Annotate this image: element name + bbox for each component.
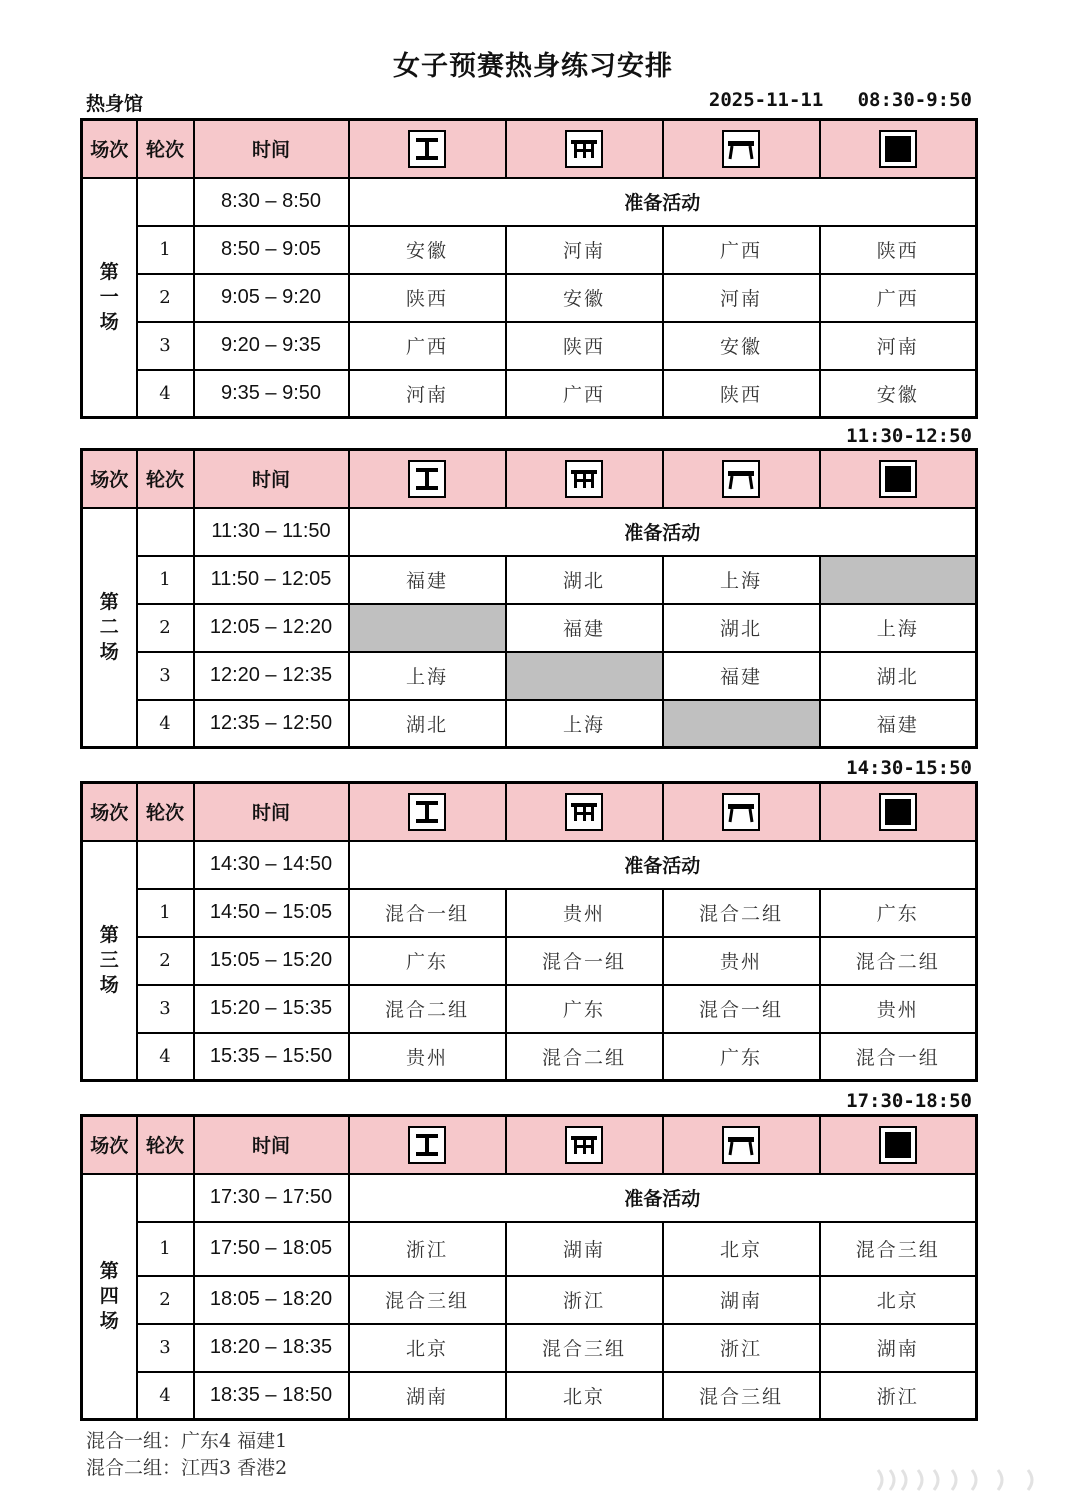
time-header: 时间 [194, 1116, 349, 1174]
round-cell [137, 1174, 194, 1222]
session-label-char: 场 [99, 640, 119, 663]
apparatus-header [349, 1116, 506, 1174]
team-cell: 混合二组 [663, 889, 820, 937]
session-label-char: 四 [99, 1284, 119, 1307]
table-row [82, 370, 977, 418]
table-row [82, 1033, 977, 1081]
team-cell: 湖南 [820, 1324, 977, 1372]
round-cell: 1 [137, 889, 194, 937]
session-header: 场次 [82, 1116, 137, 1174]
apparatus-header [506, 450, 663, 508]
team-cell: 北京 [349, 1324, 506, 1372]
round-cell: 1 [137, 556, 194, 604]
team-cell: 混合一组 [506, 937, 663, 985]
team-cell: 混合三组 [820, 1222, 977, 1276]
round-cell: 3 [137, 1324, 194, 1372]
round-cell: 2 [137, 1276, 194, 1324]
balance-beam-icon [565, 793, 603, 831]
team-cell: 北京 [663, 1222, 820, 1276]
round-cell: 4 [137, 1033, 194, 1081]
schedule-table [80, 781, 978, 1082]
team-cell: 混合二组 [506, 1033, 663, 1081]
uneven-bars-icon [408, 130, 446, 168]
session-table [80, 1114, 977, 1421]
team-cell: 安徽 [663, 322, 820, 370]
team-cell: 混合二组 [349, 985, 506, 1033]
team-cell: 河南 [663, 274, 820, 322]
time-header: 时间 [194, 120, 349, 178]
team-cell: 广西 [506, 370, 663, 418]
team-cell: 安徽 [349, 226, 506, 274]
team-cell: 安徽 [820, 370, 977, 418]
round-cell: 4 [137, 700, 194, 748]
time-cell: 18:05 – 18:20 [194, 1276, 349, 1324]
team-cell: 混合二组 [820, 937, 977, 985]
team-cell: 广西 [349, 322, 506, 370]
session-time-range: 17:30-18:50 [846, 1090, 972, 1112]
team-cell: 浙江 [820, 1372, 977, 1420]
time-cell: 18:20 – 18:35 [194, 1324, 349, 1372]
vault-table-icon [722, 130, 760, 168]
balance-beam-icon [565, 1126, 603, 1164]
time-cell: 8:30 – 8:50 [194, 178, 349, 226]
team-cell: 上海 [820, 604, 977, 652]
team-cell: 浙江 [349, 1222, 506, 1276]
table-row [82, 889, 977, 937]
header-row [82, 450, 977, 508]
team-cell: 福建 [820, 700, 977, 748]
session-label [82, 1174, 137, 1420]
time-cell: 15:20 – 15:35 [194, 985, 349, 1033]
team-cell: 广西 [820, 274, 977, 322]
venue-label: 热身馆 [86, 93, 144, 115]
team-cell: 广东 [820, 889, 977, 937]
session-header: 场次 [82, 120, 137, 178]
team-cell: 北京 [820, 1276, 977, 1324]
time-cell: 17:30 – 17:50 [194, 1174, 349, 1222]
team-cell: 湖北 [820, 652, 977, 700]
floor-mat-icon [879, 460, 917, 498]
table-row [82, 604, 977, 652]
time-cell: 18:35 – 18:50 [194, 1372, 349, 1420]
team-cell: 陕西 [820, 226, 977, 274]
team-cell: 混合三组 [663, 1372, 820, 1420]
session-label-char: 第 [99, 260, 119, 283]
round-cell: 3 [137, 652, 194, 700]
session-label [82, 841, 137, 1081]
time-cell: 15:05 – 15:20 [194, 937, 349, 985]
prep-row [82, 1174, 977, 1222]
round-header: 轮次 [137, 1116, 194, 1174]
team-cell: 湖北 [663, 604, 820, 652]
round-cell: 3 [137, 322, 194, 370]
table-row [82, 985, 977, 1033]
session-table [80, 448, 977, 749]
vault-table-icon [722, 793, 760, 831]
round-header: 轮次 [137, 450, 194, 508]
balance-beam-icon [565, 460, 603, 498]
team-cell: 福建 [506, 604, 663, 652]
team-cell: 湖南 [506, 1222, 663, 1276]
empty-cell [506, 652, 663, 700]
table-row [82, 322, 977, 370]
table-row [82, 1324, 977, 1372]
prep-row [82, 508, 977, 556]
team-cell: 浙江 [663, 1324, 820, 1372]
team-cell: 河南 [820, 322, 977, 370]
apparatus-header [663, 1116, 820, 1174]
time-cell: 8:50 – 9:05 [194, 226, 349, 274]
round-cell: 1 [137, 226, 194, 274]
time-cell: 9:35 – 9:50 [194, 370, 349, 418]
apparatus-header [349, 120, 506, 178]
note-line: 混合二组：江西3 香港2 [86, 1457, 288, 1479]
header-row [82, 1116, 977, 1174]
schedule-table [80, 118, 978, 419]
floor-mat-icon [879, 130, 917, 168]
table-row [82, 700, 977, 748]
table-row [82, 274, 977, 322]
time-cell: 11:50 – 12:05 [194, 556, 349, 604]
apparatus-header [820, 1116, 977, 1174]
session-label-char: 场 [99, 973, 119, 996]
team-cell: 混合一组 [820, 1033, 977, 1081]
team-cell: 广东 [663, 1033, 820, 1081]
team-cell: 福建 [349, 556, 506, 604]
apparatus-header [663, 783, 820, 841]
schedule-table [80, 1114, 978, 1421]
session-label-char: 一 [99, 285, 119, 308]
round-header: 轮次 [137, 783, 194, 841]
apparatus-header [663, 120, 820, 178]
time-cell: 12:20 – 12:35 [194, 652, 349, 700]
team-cell: 混合一组 [663, 985, 820, 1033]
session-label-char: 第 [99, 923, 119, 946]
apparatus-header [349, 783, 506, 841]
session-header: 场次 [82, 783, 137, 841]
table-row [82, 556, 977, 604]
team-cell: 湖南 [663, 1276, 820, 1324]
uneven-bars-icon [408, 460, 446, 498]
time-cell: 14:50 – 15:05 [194, 889, 349, 937]
round-cell: 2 [137, 604, 194, 652]
session-label-char: 场 [99, 1309, 119, 1332]
header-row [82, 783, 977, 841]
session-time-range: 14:30-15:50 [846, 757, 972, 779]
session-label-char: 第 [99, 590, 119, 613]
apparatus-header [820, 450, 977, 508]
uneven-bars-icon [408, 793, 446, 831]
date-range: 2025-11-11 08:30-9:50 [708, 89, 972, 111]
team-cell: 上海 [506, 700, 663, 748]
team-cell: 混合一组 [349, 889, 506, 937]
round-cell: 3 [137, 985, 194, 1033]
session-label-char: 二 [99, 615, 119, 638]
round-cell: 1 [137, 1222, 194, 1276]
team-cell: 广东 [506, 985, 663, 1033]
round-cell [137, 178, 194, 226]
team-cell: 混合三组 [506, 1324, 663, 1372]
prep-activity: 准备活动 [349, 841, 977, 889]
prep-activity: 准备活动 [349, 508, 977, 556]
team-cell: 湖南 [349, 1372, 506, 1420]
time-header: 时间 [194, 783, 349, 841]
apparatus-header [506, 1116, 663, 1174]
empty-cell [349, 604, 506, 652]
team-cell: 陕西 [663, 370, 820, 418]
session-label-char: 场 [99, 310, 119, 333]
table-row [82, 937, 977, 985]
team-cell: 湖北 [506, 556, 663, 604]
empty-cell [663, 700, 820, 748]
session-label-char: 三 [99, 948, 119, 971]
table-row [82, 1276, 977, 1324]
prep-activity: 准备活动 [349, 1174, 977, 1222]
time-cell: 17:50 – 18:05 [194, 1222, 349, 1276]
empty-cell [820, 556, 977, 604]
session-table [80, 118, 977, 419]
team-cell: 安徽 [506, 274, 663, 322]
team-cell: 陕西 [349, 274, 506, 322]
time-cell: 12:35 – 12:50 [194, 700, 349, 748]
session-label [82, 178, 137, 418]
table-row [82, 652, 977, 700]
floor-mat-icon [879, 1126, 917, 1164]
vault-table-icon [722, 460, 760, 498]
floor-mat-icon [879, 793, 917, 831]
time-cell: 14:30 – 14:50 [194, 841, 349, 889]
round-header: 轮次 [137, 120, 194, 178]
time-cell: 12:05 – 12:20 [194, 604, 349, 652]
team-cell: 贵州 [349, 1033, 506, 1081]
session-time-range: 11:30-12:50 [846, 425, 972, 447]
team-cell: 混合三组 [349, 1276, 506, 1324]
team-cell: 浙江 [506, 1276, 663, 1324]
round-cell [137, 841, 194, 889]
time-cell: 9:20 – 9:35 [194, 322, 349, 370]
prep-activity: 准备活动 [349, 178, 977, 226]
round-cell: 4 [137, 1372, 194, 1420]
header-row [82, 120, 977, 178]
round-cell: 2 [137, 274, 194, 322]
time-header: 时间 [194, 450, 349, 508]
watermark-icon [868, 1462, 1058, 1498]
vault-table-icon [722, 1126, 760, 1164]
page-title: 女子预赛热身练习安排 [393, 51, 673, 82]
notes [86, 1428, 287, 1482]
apparatus-header [663, 450, 820, 508]
team-cell: 上海 [663, 556, 820, 604]
apparatus-header [506, 120, 663, 178]
apparatus-header [820, 120, 977, 178]
note-line: 混合一组：广东4 福建1 [86, 1430, 288, 1452]
table-row [82, 1222, 977, 1276]
team-cell: 贵州 [820, 985, 977, 1033]
team-cell: 湖北 [349, 700, 506, 748]
balance-beam-icon [565, 130, 603, 168]
team-cell: 北京 [506, 1372, 663, 1420]
session-label-char: 第 [99, 1259, 119, 1282]
round-cell: 4 [137, 370, 194, 418]
team-cell: 河南 [349, 370, 506, 418]
session-label [82, 508, 137, 748]
team-cell: 陕西 [506, 322, 663, 370]
team-cell: 贵州 [506, 889, 663, 937]
team-cell: 上海 [349, 652, 506, 700]
time-cell: 11:30 – 11:50 [194, 508, 349, 556]
table-row [82, 226, 977, 274]
team-cell: 河南 [506, 226, 663, 274]
session-table [80, 781, 977, 1082]
schedule-table [80, 448, 978, 749]
round-cell: 2 [137, 937, 194, 985]
apparatus-header [349, 450, 506, 508]
team-cell: 福建 [663, 652, 820, 700]
time-cell: 9:05 – 9:20 [194, 274, 349, 322]
uneven-bars-icon [408, 1126, 446, 1164]
team-cell: 贵州 [663, 937, 820, 985]
prep-row [82, 841, 977, 889]
team-cell: 广西 [663, 226, 820, 274]
round-cell [137, 508, 194, 556]
apparatus-header [506, 783, 663, 841]
time-cell: 15:35 – 15:50 [194, 1033, 349, 1081]
prep-row [82, 178, 977, 226]
team-cell: 广东 [349, 937, 506, 985]
session-header: 场次 [82, 450, 137, 508]
apparatus-header [820, 783, 977, 841]
table-row [82, 1372, 977, 1420]
